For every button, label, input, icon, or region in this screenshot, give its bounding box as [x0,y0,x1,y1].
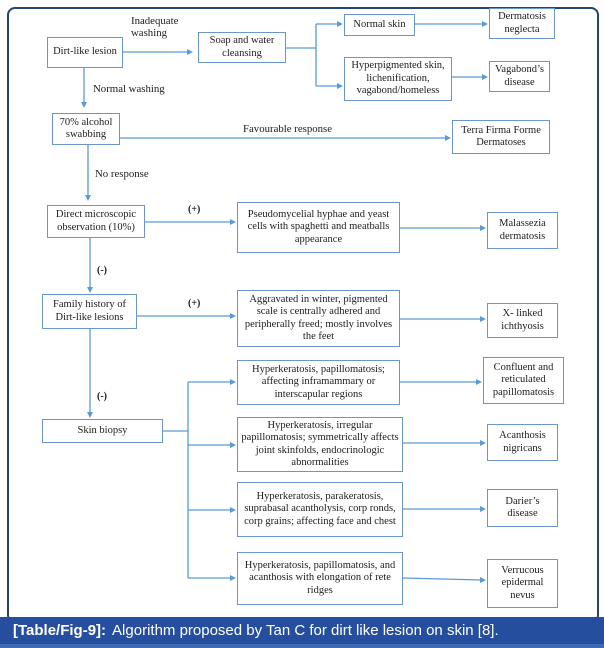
node-family-history: Family history of Dirt-like lesions [42,294,137,329]
node-direct-microscopic-observation: Direct microscopic observation (10%) [47,205,145,238]
label-inadequate-washing: Inadequate washing [131,15,179,40]
label-favourable-response: Favourable response [243,123,333,135]
caption-bottom-strip [0,644,604,648]
node-terra-firma-forme: Terra Firma Forme Dermatoses [452,120,550,154]
caption-prefix: [Table/Fig-9]: [13,622,107,639]
node-irregular-papillomatosis: Hyperkeratosis, irregular papillomatosis; symmetrically affects joint skinfolds, endocrinologic abnormalities [237,417,403,472]
node-confluent-reticulated-papillomatosis: Confluent and reticulated papillomatosis [483,357,564,404]
label-plus-family: (+) [188,298,201,309]
label-minus-family: (-) [97,391,107,402]
node-parakeratosis-acantholysis: Hyperkeratosis, parakeratosis, suprabasal acantholysis, corp ronds, corp grains; affecting face and chest [237,482,403,537]
node-dirt-like-lesion: Dirt-like lesion [47,37,123,68]
node-aggravated-in-winter: Aggravated in winter, pigmented scale is centrally adhered and peripherally freed; mostly involves the feet [237,290,400,347]
node-rete-ridges: Hyperkeratosis, papillomatosis, and acanthosis with elongation of rete ridges [237,552,403,605]
node-alcohol-swabbing: 70% alcohol swabbing [52,113,120,145]
node-soap-water-cleansing: Soap and water cleansing [198,32,286,63]
node-normal-skin: Normal skin [344,14,415,36]
node-dariers-disease: Darier’s disease [487,489,558,527]
label-normal-washing: Normal washing [93,83,165,95]
node-dermatosis-neglecta: Dermatosis neglecta [489,8,555,39]
node-vagabonds-disease: Vagabond’s disease [489,61,550,92]
node-malassezia-dermatosis: Malassezia dermatosis [487,212,558,249]
figure-caption-bar [0,617,604,644]
node-hyperpigmented-skin: Hyperpigmented skin, lichenification, vagabond/homeless [344,57,452,101]
node-verrucous-epidermal-nevus: Verrucous epidermal nevus [487,559,558,608]
node-skin-biopsy: Skin biopsy [42,419,163,443]
node-acanthosis-nigricans: Acanthosis nigricans [487,424,558,461]
label-plus-microscopic: (+) [188,204,201,215]
caption-text: Algorithm proposed by Tan C for dirt like lesion on skin [8]. [112,622,499,639]
node-x-linked-ichthyosis: X- linked ichthyosis [487,303,558,338]
label-no-response: No response [95,168,149,180]
node-pseudomycelial-hyphae: Pseudomycelial hyphae and yeast cells with spaghetti and meatballs appearance [237,202,400,253]
label-minus-microscopic: (-) [97,265,107,276]
node-hyperkeratosis-papillomatosis: Hyperkeratosis, papillomatosis; affecting inframammary or interscapular regions [237,360,400,405]
